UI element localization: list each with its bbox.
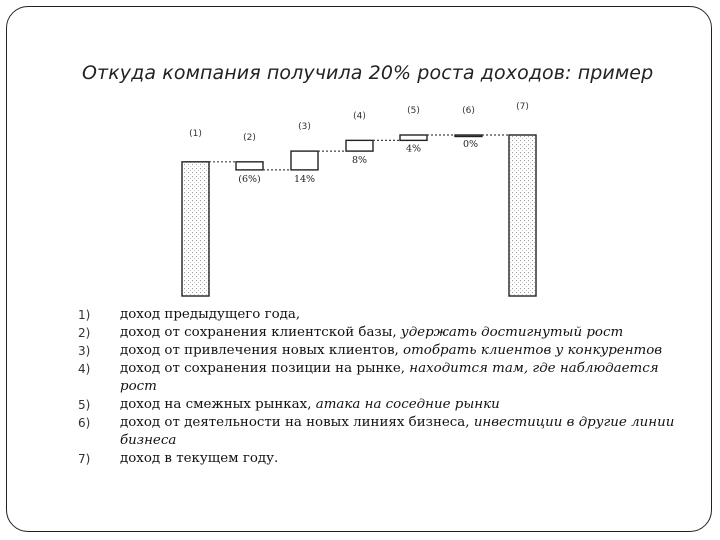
bar-6 — [455, 135, 482, 137]
list-item-text: доход от сохранения позиции на рынке, — [120, 361, 410, 376]
list-item — [78, 342, 678, 360]
bar-2 — [236, 162, 263, 170]
category-label-1: (1) — [189, 128, 202, 139]
category-label-3: (3) — [298, 122, 311, 133]
list-item-text: доход от привлечения новых клиентов, — [120, 343, 404, 358]
bar-5 — [400, 135, 427, 140]
list-item-emphasis: инвестиции в другие линии бизнеса — [120, 415, 675, 448]
list-item — [78, 306, 678, 324]
bar-7 — [509, 135, 536, 296]
list-item-number: 4) — [78, 362, 91, 376]
slide-title: Откуда компания получила 20% роста доходов: пример — [82, 62, 654, 84]
bar-3 — [291, 151, 318, 170]
list-item-number: 3) — [78, 344, 91, 358]
list-item-text: доход от сохранения клиентской базы, — [120, 325, 401, 340]
list-item-text: доход от деятельности на новых линиях бизнеса, — [120, 415, 474, 430]
list-item-text: доход в текущем году. — [120, 451, 279, 466]
explanation-list — [78, 306, 678, 468]
list-item-emphasis: находится там, где наблюдается рост — [120, 361, 659, 394]
data-label-5: 4% — [405, 143, 422, 155]
data-label-2: (6%) — [238, 173, 261, 185]
category-label-7: (7) — [516, 102, 529, 112]
data-label-3: 14% — [293, 173, 316, 185]
category-label-4: (4) — [353, 111, 366, 122]
category-label-5: (5) — [407, 106, 420, 116]
category-label-2: (2) — [243, 132, 256, 143]
list-item — [78, 324, 678, 342]
list-item-emphasis: отобрать клиентов у конкурентов — [403, 343, 663, 358]
list-item-number: 5) — [78, 398, 91, 412]
list-item-number: 7) — [78, 452, 91, 466]
bar-1 — [182, 162, 209, 296]
list-item — [78, 396, 678, 414]
list-item-number: 1) — [78, 308, 91, 322]
list-item-number: 2) — [78, 326, 91, 340]
list-item — [78, 414, 678, 450]
list-item-text: доход на смежных рынках, — [120, 397, 316, 412]
category-label-6: (6) — [462, 106, 475, 116]
list-item — [78, 450, 678, 468]
list-item — [78, 360, 678, 396]
list-item-number: 6) — [78, 416, 91, 430]
data-label-4: 8% — [351, 155, 368, 167]
list-item-emphasis: атака на соседние рынки — [315, 397, 500, 412]
data-label-6: 0% — [462, 139, 479, 150]
list-item-text: доход предыдущего года, — [120, 307, 301, 322]
list-item-emphasis: удержать достигнутый рост — [400, 325, 624, 340]
bar-4 — [346, 140, 373, 151]
